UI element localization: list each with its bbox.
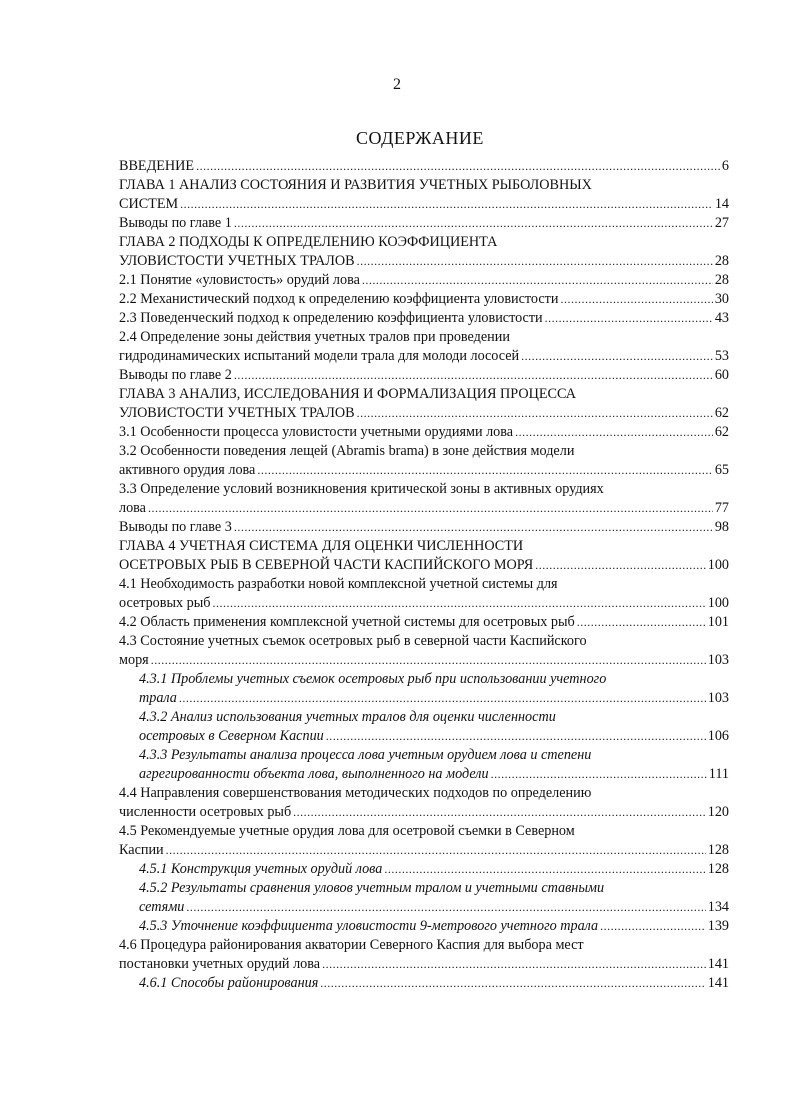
dot-leader: [521, 347, 713, 366]
dot-leader: [293, 803, 706, 822]
dot-leader: [357, 252, 713, 271]
toc-entry-text: осетровых в Северном Каспии: [139, 728, 324, 744]
toc-entry-line: [119, 480, 729, 499]
toc-entry-text: 4.3.2 Анализ использования учетных тралов для оценки численности: [139, 709, 556, 725]
toc-entry-line: [119, 746, 729, 765]
toc-entry-text: 4.6.1 Способы районирования: [139, 975, 319, 991]
toc-page-number: 53: [714, 348, 729, 364]
dot-leader: [491, 765, 707, 784]
toc-entry-text: 4.2 Область применения комплексной учетной системы для осетровых рыб: [119, 614, 575, 630]
toc-entry-text: 2.1 Понятие «уловистость» орудий лова: [119, 272, 360, 288]
dot-leader: [234, 518, 713, 537]
toc-entry-line: [119, 252, 729, 271]
toc-entry-line: [119, 594, 729, 613]
dot-leader: [326, 727, 706, 746]
dot-leader: [535, 556, 706, 575]
toc-entry-text: УЛОВИСТОСТИ УЧЕТНЫХ ТРАЛОВ: [119, 405, 355, 421]
toc-page-number: 141: [707, 956, 729, 972]
toc-entry-line: [119, 632, 729, 651]
toc-entry-text: ГЛАВА 4 УЧЕТНАЯ СИСТЕМА ДЛЯ ОЦЕНКИ ЧИСЛЕННОСТИ: [119, 538, 524, 554]
dot-leader: [234, 366, 713, 385]
toc-entry-text: осетровых рыб: [119, 595, 211, 611]
toc-entry-line: [119, 898, 729, 917]
dot-leader: [213, 594, 706, 613]
toc-page-number: 139: [707, 918, 729, 934]
toc-entry-text: ОСЕТРОВЫХ РЫБ В СЕВЕРНОЙ ЧАСТИ КАСПИЙСКОГО МОРЯ: [119, 557, 534, 573]
toc-entry-line: [119, 347, 729, 366]
toc-entry-line: [119, 822, 729, 841]
toc-entry-text: 4.5.1 Конструкция учетных орудий лова: [139, 861, 383, 877]
toc-page-number: 103: [707, 652, 729, 668]
toc-page-number: 128: [707, 861, 729, 877]
dot-leader: [600, 917, 706, 936]
toc-entry-text: 4.5.2 Результаты сравнения уловов учетным тралом и учетными ставными: [139, 880, 605, 896]
toc-entry-text: 4.4 Направления совершенствования методических подходов по определению: [119, 785, 592, 801]
toc-entry-line: [119, 309, 729, 328]
toc-page-number: 128: [707, 842, 729, 858]
toc-entry-text: гидродинамических испытаний модели трала для молоди лососей: [119, 348, 520, 364]
toc-entry-line: [119, 708, 729, 727]
toc-entry-text: Выводы по главе 3: [119, 519, 232, 535]
toc-entry-line: [119, 195, 729, 214]
toc-entry-line: [119, 366, 729, 385]
toc-entry-text: ГЛАВА 2 ПОДХОДЫ К ОПРЕДЕЛЕНИЮ КОЭФФИЦИЕНТА: [119, 234, 498, 250]
toc-entry-line: [119, 765, 729, 784]
toc-page-number: 6: [721, 158, 729, 174]
toc-entry-text: СИСТЕМ: [119, 196, 179, 212]
toc-entry-text: лова: [119, 500, 146, 516]
toc-entry-text: Выводы по главе 2: [119, 367, 232, 383]
dot-leader: [234, 214, 713, 233]
dot-leader: [545, 309, 713, 328]
toc-page-number: 120: [707, 804, 729, 820]
toc-entry-line: [119, 936, 729, 955]
toc-page-number: 60: [714, 367, 729, 383]
toc-page-number: 103: [707, 690, 729, 706]
toc-entry-line: [119, 727, 729, 746]
toc-page-number: 141: [707, 975, 729, 991]
toc-entry-text: 4.3.3 Результаты анализа процесса лова учетным орудием лова и степени: [139, 747, 592, 763]
toc-page-number: 106: [707, 728, 729, 744]
toc-page-number: 43: [714, 310, 729, 326]
toc-entry-text: агрегированности объекта лова, выполненного на модели: [139, 766, 489, 782]
toc-entry-text: 4.5 Рекомендуемые учетные орудия лова для осетровой съемки в Северном: [119, 823, 575, 839]
toc-entry-line: [119, 271, 729, 290]
toc-entry-line: [119, 214, 729, 233]
toc-entry-text: 2.4 Определение зоны действия учетных тралов при проведении: [119, 329, 510, 345]
toc-entry-line: [119, 803, 729, 822]
toc-entry-line: [119, 917, 729, 936]
dot-leader: [577, 613, 706, 632]
toc-entry-text: 3.2 Особенности поведения лещей (Abramis brama) в зоне действия модели: [119, 443, 575, 459]
toc-page-number: 65: [714, 462, 729, 478]
toc-entry-line: [119, 290, 729, 309]
toc-page-number: 27: [714, 215, 729, 231]
toc-entry-line: [119, 670, 729, 689]
toc-entry-text: постановки учетных орудий лова: [119, 956, 321, 972]
toc-entry-text: Каспии: [119, 842, 164, 858]
toc-entry-text: моря: [119, 652, 149, 668]
toc-page-number: 77: [714, 500, 729, 516]
toc-entry-line: [119, 879, 729, 898]
dot-leader: [166, 841, 706, 860]
toc-entry-line: [119, 157, 729, 176]
dot-leader: [196, 157, 720, 176]
toc-entry-line: [119, 860, 729, 879]
toc-entry-line: [119, 423, 729, 442]
toc-entry-line: [119, 556, 729, 575]
toc-entry-line: [119, 328, 729, 347]
toc-entry-text: 4.1 Необходимость разработки новой комплексной учетной системы для: [119, 576, 558, 592]
dot-leader: [560, 290, 712, 309]
toc-entry-line: [119, 404, 729, 423]
toc-entry-line: [119, 575, 729, 594]
toc-entry-text: численности осетровых рыб: [119, 804, 292, 820]
toc-page-number: 28: [714, 272, 729, 288]
dot-leader: [148, 499, 713, 518]
toc-entry-line: [119, 651, 729, 670]
toc-entry-text: ГЛАВА 3 АНАЛИЗ, ИССЛЕДОВАНИЯ И ФОРМАЛИЗАЦИЯ ПРОЦЕССА: [119, 386, 576, 402]
toc-entry-text: 2.3 Поведенческий подход к определению коэффициента уловистости: [119, 310, 543, 326]
toc-entry-text: 4.3.1 Проблемы учетных съемок осетровых рыб при использовании учетного: [139, 671, 607, 687]
toc-entry-line: [119, 613, 729, 632]
toc-entry-line: [119, 461, 729, 480]
toc-page-number: 134: [707, 899, 729, 915]
toc-entry-line: [119, 176, 729, 195]
toc-page-number: 100: [707, 595, 729, 611]
toc-entry-text: активного орудия лова: [119, 462, 256, 478]
dot-leader: [180, 195, 713, 214]
toc-page-number: 62: [714, 405, 729, 421]
toc-entry-line: [119, 499, 729, 518]
dot-leader: [186, 898, 705, 917]
dot-leader: [257, 461, 712, 480]
dot-leader: [362, 271, 713, 290]
toc-page-number: 62: [714, 424, 729, 440]
toc-entry-text: 3.1 Особенности процесса уловистости учетными орудиями лова: [119, 424, 514, 440]
toc-page-number: 100: [707, 557, 729, 573]
dot-leader: [151, 651, 706, 670]
toc-page-number: 14: [714, 196, 729, 212]
toc-entry-text: сетями: [139, 899, 185, 915]
toc-entry-line: [119, 233, 729, 252]
toc-page-number: 98: [714, 519, 729, 535]
toc-entry-line: [119, 841, 729, 860]
page-title: СОДЕРЖАНИЕ: [356, 128, 484, 148]
toc-entry-text: 3.3 Определение условий возникновения критической зоны в активных орудиях: [119, 481, 604, 497]
toc-entry-line: [119, 537, 729, 556]
toc-page-number: 30: [714, 291, 729, 307]
toc-entry-text: Выводы по главе 1: [119, 215, 232, 231]
dot-leader: [357, 404, 713, 423]
toc-entry-text: ГЛАВА 1 АНАЛИЗ СОСТОЯНИЯ И РАЗВИТИЯ УЧЕТНЫХ РЫБОЛОВНЫХ: [119, 177, 592, 193]
table-of-contents: [119, 157, 729, 993]
toc-entry-text: УЛОВИСТОСТИ УЧЕТНЫХ ТРАЛОВ: [119, 253, 355, 269]
toc-entry-text: трала: [139, 690, 177, 706]
toc-entry-text: ВВЕДЕНИЕ: [119, 158, 195, 174]
toc-entry-text: 4.6 Процедура районирования акватории Северного Каспия для выбора мест: [119, 937, 584, 953]
toc-entry-line: [119, 385, 729, 404]
toc-entry-line: [119, 784, 729, 803]
toc-page-number: 28: [714, 253, 729, 269]
dot-leader: [322, 955, 706, 974]
toc-entry-line: [119, 442, 729, 461]
dot-leader: [179, 689, 706, 708]
toc-page-number: 101: [707, 614, 729, 630]
toc-entry-text: 4.3 Состояние учетных съемок осетровых рыб в северной части Каспийского: [119, 633, 587, 649]
toc-entry-text: 4.5.3 Уточнение коэффициента уловистости 9-метрового учетного трала: [139, 918, 599, 934]
toc-entry-line: [119, 955, 729, 974]
toc-page-number: 111: [708, 766, 729, 782]
page-number: 2: [393, 76, 401, 93]
dot-leader: [384, 860, 705, 879]
toc-entry-line: [119, 689, 729, 708]
toc-entry-text: 2.2 Механистический подход к определению коэффициента уловистости: [119, 291, 559, 307]
dot-leader: [515, 423, 713, 442]
dot-leader: [320, 974, 705, 993]
toc-entry-line: [119, 974, 729, 993]
toc-entry-line: [119, 518, 729, 537]
